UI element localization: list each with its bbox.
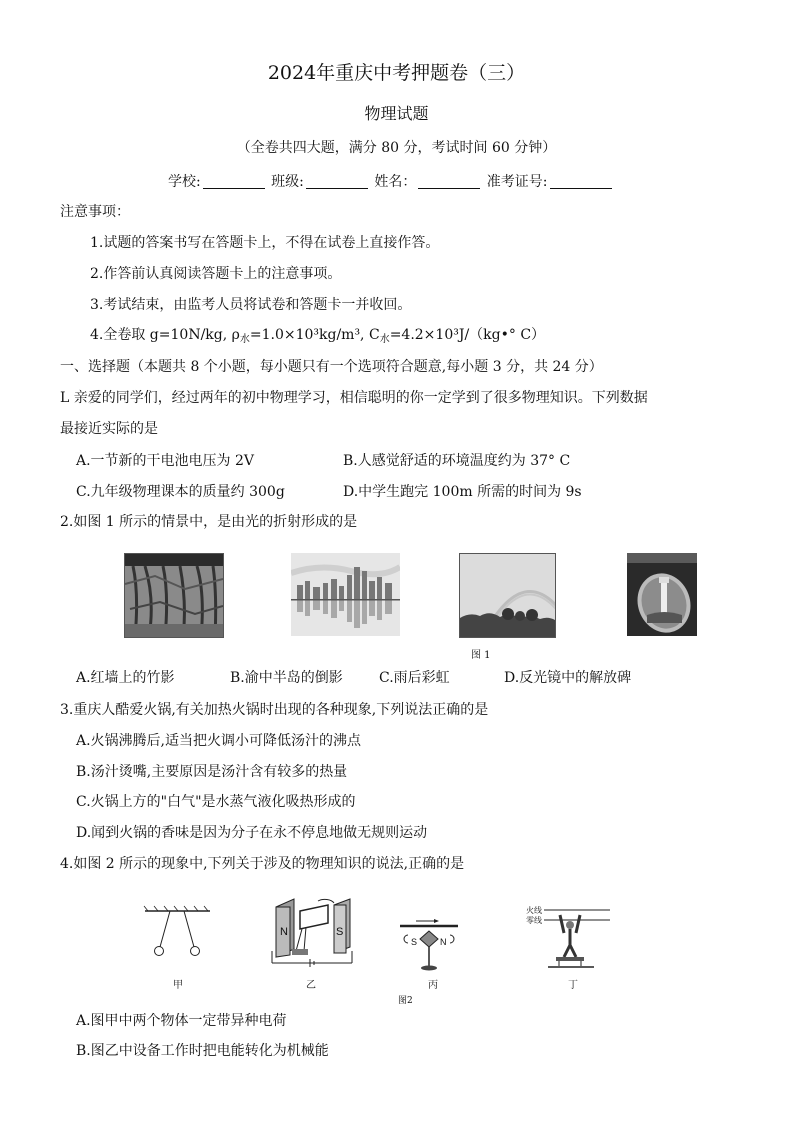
exam-subject: 物理试题 <box>364 104 429 123</box>
diagram-label-jia: 甲 <box>173 980 183 991</box>
q1-option-b: B.人感觉舒适的环境温度约为 37° C <box>343 453 571 469</box>
q1-option-a: A.一节新的干电池电压为 2V <box>76 453 255 469</box>
student-fields <box>168 174 614 189</box>
diagram-bing-compass <box>398 917 460 973</box>
magnet-n-label: N <box>280 926 288 938</box>
note-item-4-part-a: 4.全卷取 g=10N/kg, ρ <box>90 327 240 343</box>
note-item-4-sub-1: 水 <box>239 334 250 345</box>
q3-stem: 3.重庆人酷爱火锅,有关加热火锅时出现的各种现象,下列说法正确的是 <box>60 702 489 718</box>
q2-option-b: B.渝中半岛的倒影 <box>230 670 343 686</box>
figure2-caption: 图2 <box>398 996 413 1006</box>
q4-option-b: B.图乙中设备工作时把电能转化为机械能 <box>76 1043 329 1059</box>
exam-info: （全卷共四大题，满分 80 分，考试时间 60 分钟） <box>236 140 557 156</box>
figure1-caption: 图 1 <box>471 650 491 661</box>
exam-number-label: 准考证号: <box>486 174 548 190</box>
note-item-4-part-b: =1.0×10³kg/m³, C <box>249 327 380 343</box>
q4-option-a: A.图甲中两个物体一定带异种电荷 <box>76 1013 287 1029</box>
note-item-4-sub-2: 水 <box>379 334 390 345</box>
diagram-label-bing: 丙 <box>428 980 438 991</box>
school-label: 学校: <box>168 174 201 190</box>
compass-s-label: S <box>411 937 418 947</box>
q2-option-d: D.反光镜中的解放碑 <box>504 670 632 686</box>
note-item-4-part-c: =4.2×10³J/（kg•° C） <box>389 327 546 343</box>
name-label: 姓名： <box>374 174 417 190</box>
photo-city-reflection <box>291 553 400 636</box>
photo-bamboo-shadow <box>124 553 224 638</box>
photo-rainbow <box>459 553 556 638</box>
q4-stem: 4.如图 2 所示的现象中,下列关于涉及的物理知识的说法,正确的是 <box>60 856 465 872</box>
q1-option-d: D.中学生跑完 100m 所需的时间为 9s <box>343 484 582 500</box>
name-blank <box>418 174 480 189</box>
q1-stem-line2: 最接近实际的是 <box>60 421 158 437</box>
diagram-jia-pendulums <box>140 905 215 985</box>
q1-option-c: C.九年级物理课本的质量约 300g <box>76 484 285 500</box>
photo-mirror-monument <box>627 553 697 636</box>
neutral-wire-label: 零线 <box>526 916 542 925</box>
q2-option-a: A.红墙上的竹影 <box>76 670 175 686</box>
q1-stem-line1: L 亲爱的同学们，经过两年的初中物理学习，相信聪明的你一定学到了很多物理知识。下列数据 <box>60 390 648 406</box>
class-label: 班级: <box>271 174 304 190</box>
diagram-ding-wires <box>524 903 612 971</box>
magnet-s-label: S <box>336 926 344 938</box>
class-blank <box>306 174 368 189</box>
compass-n-label: N <box>440 937 447 947</box>
live-wire-label: 火线 <box>526 906 542 915</box>
q3-option-d: D.闻到火锅的香味是因为分子在永不停息地做无规则运动 <box>76 825 428 841</box>
section1-heading: 一、选择题（本题共 8 个小题，每小题只有一个选项符合题意,每小题 3 分，共 24 分） <box>60 359 603 375</box>
note-item-3: 3.考试结束，由监考人员将试卷和答题卡一并收回。 <box>90 297 412 313</box>
q3-option-a: A.火锅沸腾后,适当把火调小可降低汤汁的沸点 <box>76 733 362 749</box>
note-item-2: 2.作答前认真阅读答题卡上的注意事项。 <box>90 266 342 282</box>
notes-heading: 注意事项： <box>60 204 130 220</box>
q3-option-b: B.汤汁烫嘴,主要原因是汤汁含有较多的热量 <box>76 764 348 780</box>
diagram-yi-motor <box>266 893 358 975</box>
note-item-4 <box>90 328 545 345</box>
school-blank <box>203 174 265 189</box>
exam-title: 2024年重庆中考押题卷（三） <box>267 62 526 84</box>
q3-option-c: C.火锅上方的"白气"是水蒸气液化吸热形成的 <box>76 794 356 810</box>
q2-option-c: C.雨后彩虹 <box>379 670 450 686</box>
exam-number-blank <box>550 174 612 189</box>
diagram-label-ding: 丁 <box>568 980 578 991</box>
diagram-label-yi: 乙 <box>306 980 316 991</box>
q2-stem: 2.如图 1 所示的情景中，是由光的折射形成的是 <box>60 514 358 530</box>
note-item-1: 1.试题的答案书写在答题卡上，不得在试卷上直接作答。 <box>90 235 440 251</box>
